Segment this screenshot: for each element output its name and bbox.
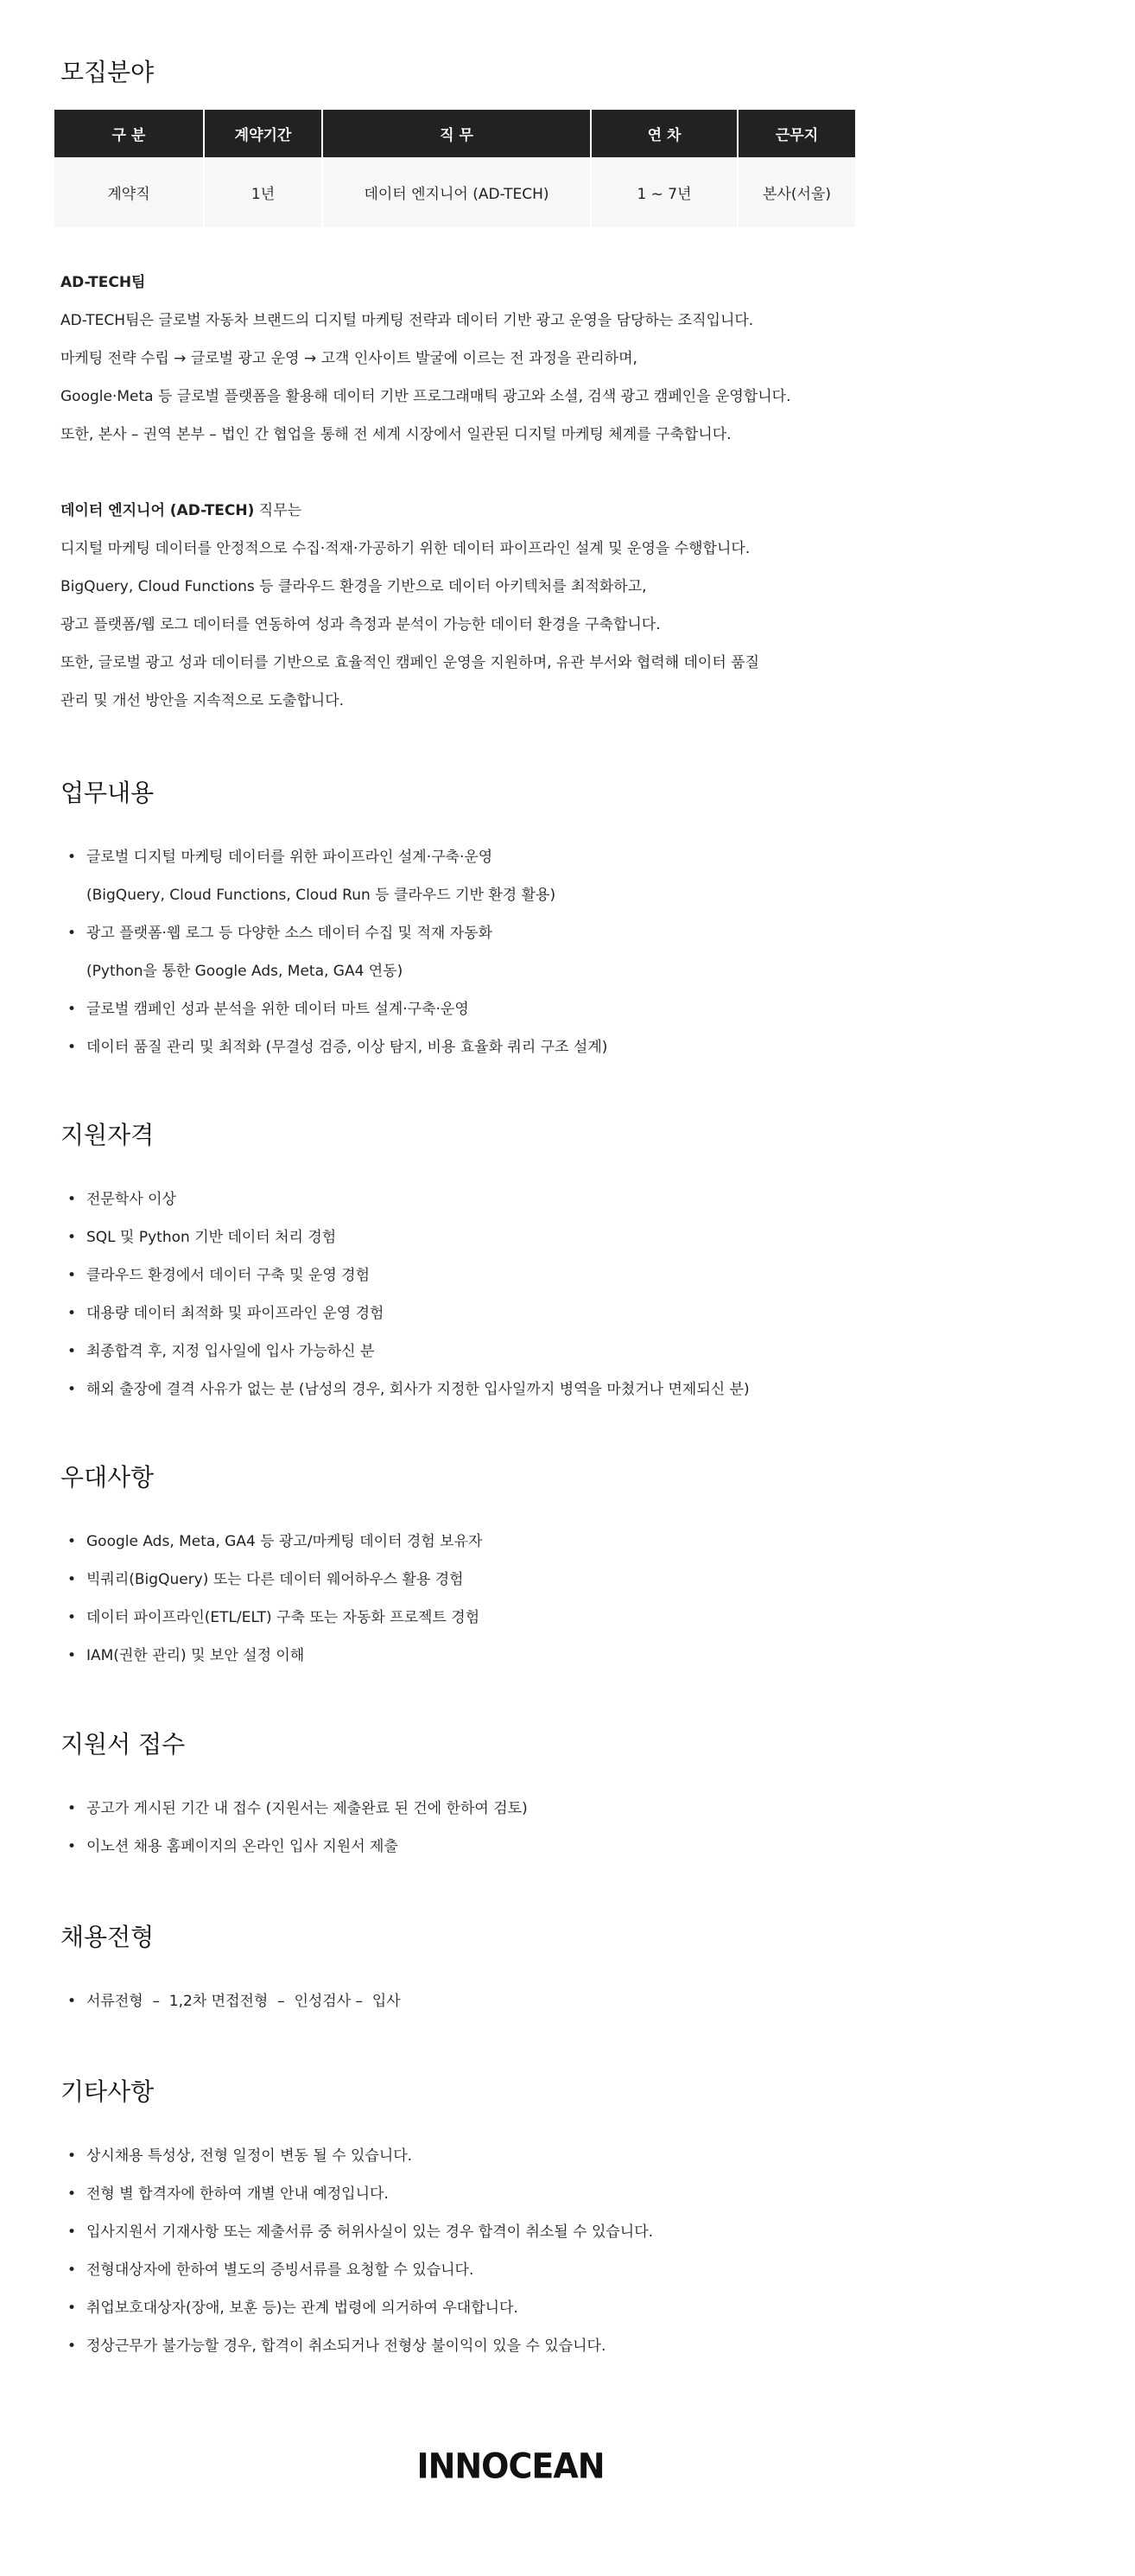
bullet: • <box>67 2337 77 2355</box>
list-item-text: 정상근무가 불가능할 경우, 합격이 취소되거나 전형상 불이익이 있을 수 있습니다. <box>86 2337 606 2355</box>
list-item <box>60 1294 1080 1333</box>
bullet: • <box>67 2223 77 2241</box>
list-item-text: 해외 출장에 결격 사유가 없는 분 (남성의 경우, 회사가 지정한 입사일까지 병역을 마쳤거나 면제되신 분) <box>86 1381 750 1398</box>
paragraph-line: 또한, 본사 – 권역 본부 – 법인 간 협업을 통해 전 세계 시장에서 일관된 디지털 마케팅 체계를 구축합니다. <box>60 426 732 443</box>
list-item <box>60 990 1080 1028</box>
paragraph-line: AD-TECH팀은 글로벌 자동차 브랜드의 디지털 마케팅 전략과 데이터 기반 광고 운영을 담당하는 조직입니다. <box>60 312 754 329</box>
list-item <box>60 1599 1080 1637</box>
bullet: • <box>67 1838 77 1855</box>
list-item-text: 글로벌 디지털 마케팅 데이터를 위한 파이프라인 설계·구축·운영 <box>86 849 493 866</box>
list-item <box>60 1371 1080 1409</box>
list-item-text: 이노션 채용 홈페이지의 온라인 입사 지원서 제출 <box>86 1838 398 1855</box>
list-item-subtext: (BigQuery, Cloud Functions, Cloud Run 등 클라우드 기반 환경 활용) <box>86 887 556 904</box>
section-title-etc: 기타사항 <box>60 2077 155 2106</box>
table-header-cell: 구 분 <box>54 110 203 157</box>
bullet: • <box>67 1800 77 1817</box>
list-item <box>60 1333 1080 1371</box>
list-item-text: SQL 및 Python 기반 데이터 처리 경험 <box>86 1229 337 1246</box>
table-cell: 1년 <box>205 157 321 227</box>
list-item-text: 상시채용 특성상, 전형 일정이 변동 될 수 있습니다. <box>86 2147 413 2165</box>
process-list <box>60 1982 1080 2020</box>
list-item <box>60 1256 1080 1294</box>
list-item <box>60 1790 1080 1828</box>
bullet: • <box>67 1533 77 1550</box>
table-cell: 1 ~ 7년 <box>592 157 737 227</box>
table-row <box>54 157 855 227</box>
bullet: • <box>67 2185 77 2203</box>
bullet: • <box>67 1229 77 1246</box>
list-item-text: 대용량 데이터 최적화 및 파이프라인 운영 경험 <box>86 1305 384 1322</box>
list-item-text: 최종합격 후, 지정 입사일에 입사 가능하신 분 <box>86 1343 375 1360</box>
list-item <box>60 2175 1080 2213</box>
preferred-list <box>60 1523 1080 1675</box>
duties-list <box>60 838 1080 1066</box>
list-item-text: 전형대상자에 한하여 별도의 증빙서류를 요청할 수 있습니다. <box>86 2261 474 2279</box>
paragraph-line: 또한, 글로벌 광고 성과 데이터를 기반으로 효율적인 캠페인 운영을 지원하며, 유관 부서와 협력해 데이터 품질 <box>60 654 760 671</box>
bullet: • <box>67 849 77 866</box>
list-item-text: 클라우드 환경에서 데이터 구축 및 운영 경험 <box>86 1267 371 1284</box>
list-item <box>60 1180 1080 1218</box>
paragraph-line: 관리 및 개선 방안을 지속적으로 도출합니다. <box>60 692 345 709</box>
list-item <box>60 914 1080 990</box>
list-item <box>60 1828 1080 1866</box>
bullet: • <box>67 1001 77 1018</box>
section-title-duties: 업무내용 <box>60 779 155 807</box>
bullet: • <box>67 1571 77 1588</box>
list-item <box>60 1637 1080 1675</box>
bullet: • <box>67 1039 77 1056</box>
list-item <box>60 1028 1080 1066</box>
list-item <box>60 1523 1080 1561</box>
table-cell: 데이터 엔지니어 (AD-TECH) <box>323 157 590 227</box>
bullet: • <box>67 1647 77 1664</box>
list-item <box>60 1218 1080 1256</box>
bullet: • <box>67 1267 77 1284</box>
paragraph-line: 디지털 마케팅 데이터를 안정적으로 수집·적재·가공하기 위한 데이터 파이프라인 설계 및 운영을 수행합니다. <box>60 540 751 557</box>
table-header-cell: 근무지 <box>739 110 855 157</box>
list-item-text: 광고 플랫폼·웹 로그 등 다양한 소스 데이터 수집 및 적재 자동화 <box>86 925 492 942</box>
list-item-text: Google Ads, Meta, GA4 등 광고/마케팅 데이터 경험 보유자 <box>86 1533 483 1550</box>
bullet: • <box>67 2299 77 2317</box>
list-item <box>60 1561 1080 1599</box>
qualifications-list <box>60 1180 1080 1409</box>
role-heading-name: 데이터 엔지니어 (AD-TECH) <box>60 502 255 519</box>
innocean-logo: INNOCEAN <box>416 2446 605 2487</box>
table-cell: 본사(서울) <box>739 157 855 227</box>
paragraph-line: 마케팅 전략 수립 → 글로벌 광고 운영 → 고객 인사이트 발굴에 이르는 전 과정을 관리하며, <box>60 350 637 367</box>
list-item-text: IAM(권한 관리) 및 보안 설정 이해 <box>86 1647 305 1664</box>
adtech-team-description <box>60 264 1080 454</box>
list-item-text: 전문학사 이상 <box>86 1191 176 1208</box>
list-item <box>60 2327 1080 2365</box>
bullet: • <box>67 1609 77 1626</box>
list-item <box>60 2289 1080 2327</box>
recruit-table <box>53 110 857 227</box>
list-item-text: 전형 별 합격자에 한하여 개별 안내 예정입니다. <box>86 2185 389 2203</box>
adtech-team-heading: AD-TECH팀 <box>60 274 146 291</box>
list-item-text: 취업보호대상자(장애, 보훈 등)는 관계 법령에 의거하여 우대합니다. <box>86 2299 518 2317</box>
bullet: • <box>67 2147 77 2165</box>
bullet: • <box>67 1305 77 1322</box>
section-title-preferred: 우대사항 <box>60 1463 155 1492</box>
list-item-text: 데이터 파이프라인(ETL/ELT) 구축 또는 자동화 프로젝트 경험 <box>86 1609 480 1626</box>
bullet: • <box>67 1993 77 2010</box>
list-item-text: 공고가 게시된 기간 내 접수 (지원서는 제출완료 된 건에 한하여 검토) <box>86 1800 528 1817</box>
table-header-cell: 직 무 <box>323 110 590 157</box>
paragraph-line: 광고 플랫폼/웹 로그 데이터를 연동하여 성과 측정과 분석이 가능한 데이터 환경을 구축합니다. <box>60 616 661 633</box>
application-list <box>60 1790 1080 1866</box>
list-item-text: 서류전형 – 1,2차 면접전형 – 인성검사 – 입사 <box>86 1993 401 2010</box>
bullet: • <box>67 2261 77 2279</box>
table-header-cell: 계약기간 <box>205 110 321 157</box>
paragraph-line: BigQuery, Cloud Functions 등 클라우드 환경을 기반으로 데이터 아키텍처를 최적화하고, <box>60 578 647 595</box>
list-item <box>60 2137 1080 2175</box>
bullet: • <box>67 925 77 942</box>
list-item <box>60 2251 1080 2289</box>
table-header-row <box>54 110 855 157</box>
list-item-text: 데이터 품질 관리 및 최적화 (무결성 검증, 이상 탐지, 비용 효율화 쿼리 구조 설계) <box>86 1039 608 1056</box>
bullet: • <box>67 1343 77 1360</box>
role-description <box>60 492 1080 720</box>
table-cell: 계약직 <box>54 157 203 227</box>
list-item-subtext: (Python을 통한 Google Ads, Meta, GA4 연동) <box>86 963 403 980</box>
section-title-process: 채용전형 <box>60 1923 155 1951</box>
role-heading <box>60 492 1080 530</box>
role-heading-suffix: 직무는 <box>254 502 302 519</box>
etc-list <box>60 2137 1080 2365</box>
list-item <box>60 838 1080 914</box>
list-item-text: 글로벌 캠페인 성과 분석을 위한 데이터 마트 설계·구축·운영 <box>86 1001 469 1018</box>
bullet: • <box>67 1191 77 1208</box>
list-item <box>60 1982 1080 2020</box>
list-item-text: 빅쿼리(BigQuery) 또는 다른 데이터 웨어하우스 활용 경험 <box>86 1571 464 1588</box>
section-title-qualifications: 지원자격 <box>60 1121 155 1149</box>
list-item-text: 입사지원서 기재사항 또는 제출서류 중 허위사실이 있는 경우 합격이 취소될 수 있습니다. <box>86 2223 654 2241</box>
section-title-application: 지원서 접수 <box>60 1730 186 1759</box>
section-title-recruit-field: 모집분야 <box>60 58 155 86</box>
bullet: • <box>67 1381 77 1398</box>
paragraph-line: Google·Meta 등 글로벌 플랫폼을 활용해 데이터 기반 프로그래매틱 광고와 소셜, 검색 광고 캠페인을 운영합니다. <box>60 388 791 405</box>
table-header-cell: 연 차 <box>592 110 737 157</box>
list-item <box>60 2213 1080 2251</box>
